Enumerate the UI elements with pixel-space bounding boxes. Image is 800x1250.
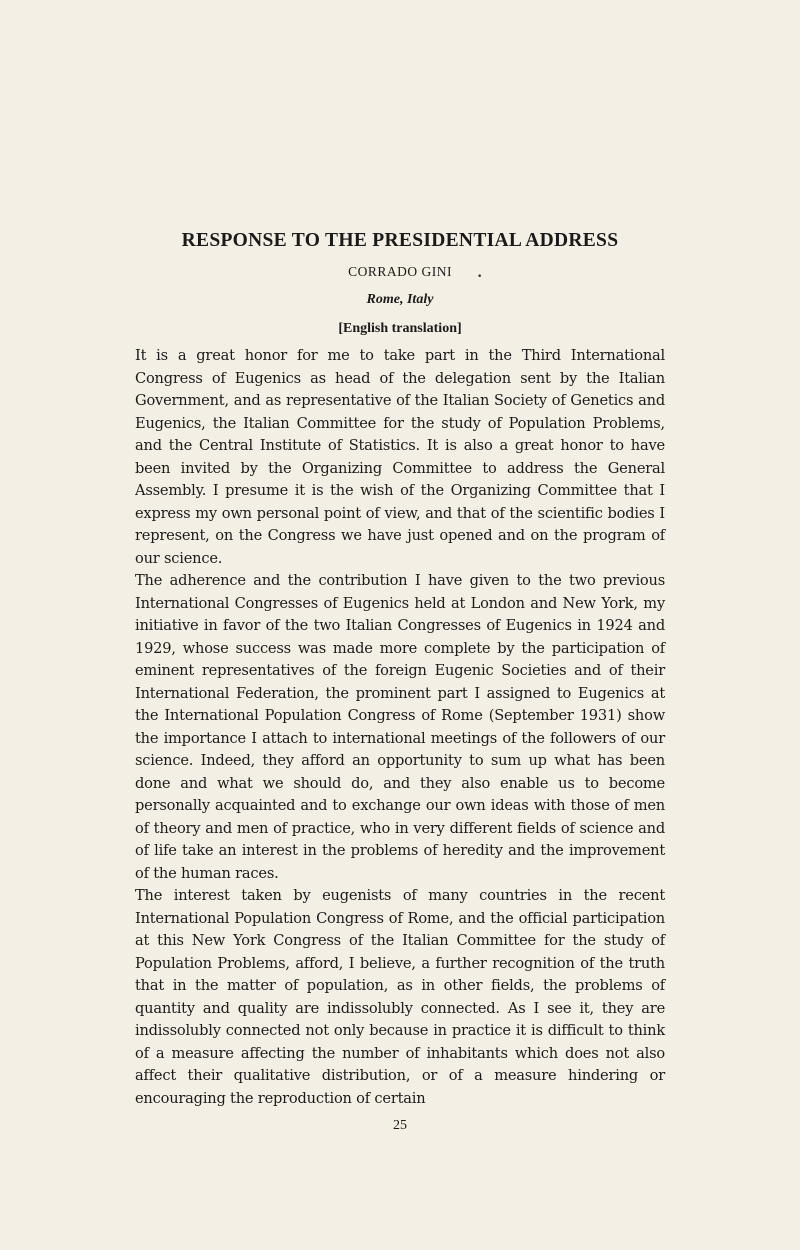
- page: [135, 228, 665, 1136]
- translation-note: [English translation]: [338, 321, 462, 336]
- paragraph: It is a great honor for me to take part in the Third International Congress of Eugenics as head of the delegation sent by the Italian Government, and as representative of the Italian Society of Genetics and Eugenics, the Italian Committee for the study of Population Problems, and the Central Institute of Statistics. It is also a great honor to have been invited by the Organizing Committee to address the General Assembly. I presume it is the wish of the Organizing Committee that I express my own personal point of view, and that of the scientific bodies I represent, on the Congress we have just opened and on the program of our science.: [135, 347, 665, 567]
- paragraph: The adherence and the contribution I have given to the two previous International Congresses of Eugenics held at London and New York, my initiative in favor of the two Italian Congresses of Eugenics in 1924 and 1929, whose success was made more complete by the participation of eminent representatives of the foreign Eugenic Societies and of their International Federation, the prominent part I assigned to Eugenics at the International Population Congress of Rome (September 1931) show the importance I attach to international meetings of the followers of our science. Indeed, they afford an opportunity to sum up what has been done and what we should do, and they also enable us to become personally acquainted and to exchange our own ideas with those of men of theory and men of practice, who in very different fields of science and of life take an interest in the problems of heredity and the improvement of the human races.: [135, 572, 665, 882]
- page-number: 25: [393, 1118, 407, 1133]
- speck-mark: •: [477, 272, 483, 282]
- author-affiliation: Rome, Italy: [366, 292, 434, 307]
- article-title: RESPONSE TO THE PRESIDENTIAL ADDRESS: [181, 230, 619, 251]
- author-name: CORRADO GINI: [348, 264, 452, 279]
- paragraph: The interest taken by eugenists of many countries in the recent International Population Congress of Rome, and the official participation at this New York Congress of the Italian Committee for the study of Population Problems, afford, I believe, a further recognition of the truth that in the matter of population, as in other fields, the problems of quantity and quality are indissolubly connected. As I see it, they are indissolubly connected not only because in practice it is difficult to think of a measure affecting the number of inhabitants which does not also affect their qualitative distribution, or of a measure hindering or encouraging the reproduction of certain: [135, 887, 665, 1107]
- article-body: [135, 345, 665, 1110]
